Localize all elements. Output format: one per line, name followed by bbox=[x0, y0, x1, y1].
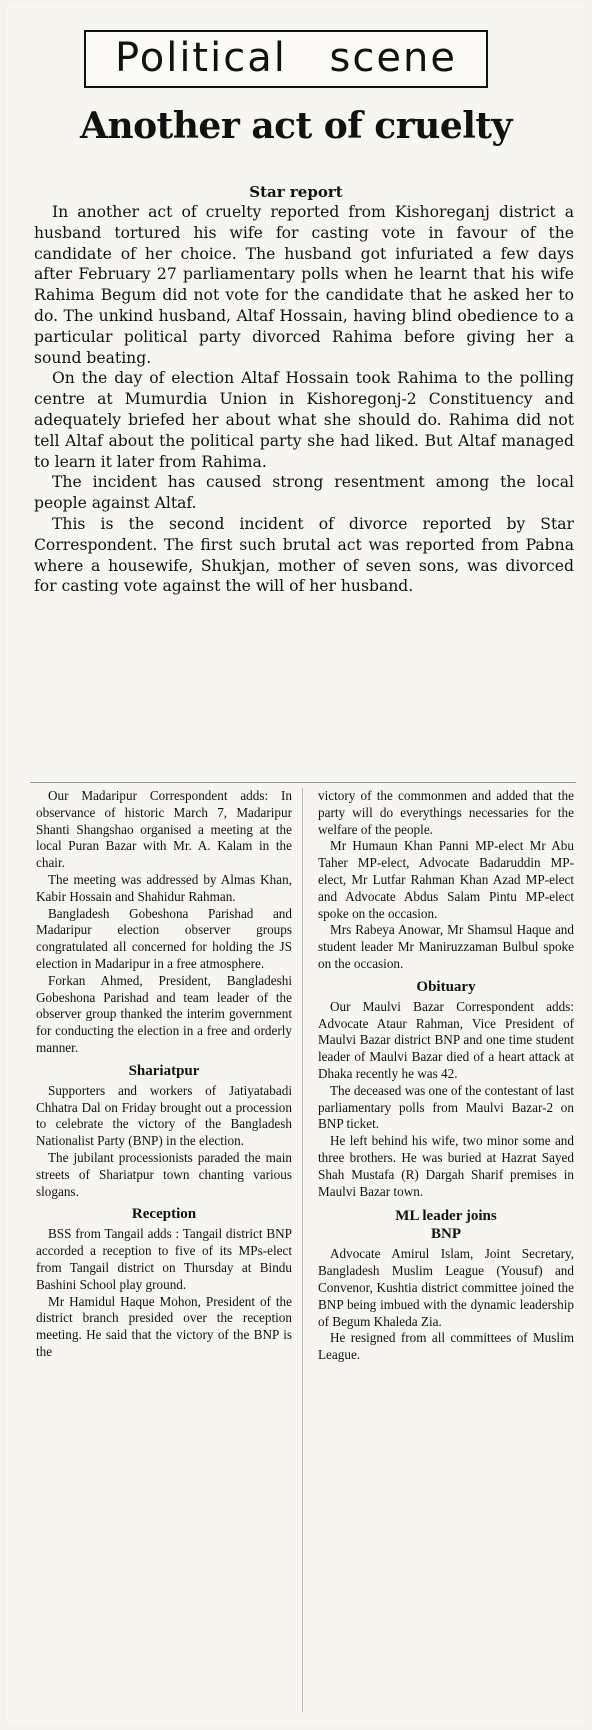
lead-paragraph: In another act of cruelty reported from Kishoreganj district a husband tortured his wife for casting vote in favour of the candidate of her choice. The husband got infuriated a few days after February 27 parliamentary polls when he learnt that his wife Rahima Begum did not vote for the candidate that he asked her to do. The unkind husband, Altaf Hossain, having blind obedience to a particular political party divorced Rahima before giving her a sound beating. bbox=[34, 203, 574, 367]
obituary-paragraph: He left behind his wife, two minor some and three brothers. He was buried at Hazrat Sayed Shah Mustafa (R) Dargah Sharif premises in Maulvi Bazar town. bbox=[318, 1133, 574, 1199]
shariatpur-paragraph: The jubilant processionists paraded the main streets of Shariatpur town chanting various slogans. bbox=[36, 1149, 292, 1199]
lead-article-body bbox=[34, 202, 574, 597]
section-title: Political scene bbox=[115, 35, 457, 81]
left-column bbox=[36, 788, 292, 1361]
reception-heading: Reception bbox=[131, 1206, 197, 1223]
obituary-paragraph: Our Maulvi Bazar Correspondent adds: Advocate Ataur Rahman, Vice President of Maulvi Bazar district BNP and one time student leader of Maulvi Bazar died of a heart attack at Dhaka recently he was 42. bbox=[318, 998, 574, 1081]
column-divider-vertical bbox=[302, 788, 303, 1712]
madaripur-paragraph: The meeting was addressed by Almas Khan, Kabir Hossain and Shahidur Rahman. bbox=[36, 871, 292, 904]
lead-paragraph: The incident has caused strong resentment among the local people against Altaf. bbox=[34, 473, 574, 513]
ml-heading-line2: BNP bbox=[431, 1226, 461, 1243]
ml-leader-paragraph: He resigned from all committees of Muslim League. bbox=[318, 1330, 574, 1363]
madaripur-paragraph: Forkan Ahmed, President, Bangladeshi Gobeshona Parishad and team leader of the observer group thanked the interim government for conducting the election in a free and orderly manner. bbox=[36, 972, 292, 1055]
obituary-heading: Obituary bbox=[416, 978, 476, 995]
speaker-paragraph: Mrs Rabeya Anowar, Mr Shamsul Haque and student leader Mr Maniruzzaman Bulbul spoke on the occasion. bbox=[318, 922, 574, 971]
ml-leader-paragraph: Advocate Amirul Islam, Joint Secretary, Bangladesh Muslim League (Yousuf) and Convenor, Kushtia district committee joined the BNP being imbued with the dynamic leadership of Begum Khaleda Zia. bbox=[318, 1246, 574, 1329]
lead-paragraph: On the day of election Altaf Hossain took Rahima to the polling centre at Mumurdia Union in Kishoregonj-2 Constituency and adequately briefed her about what she should do. Rahima did not tell Altaf about the political party she had liked. But Altaf managed to learn it later from Rahima. bbox=[34, 369, 574, 471]
section-banner bbox=[84, 30, 488, 88]
byline: Star report bbox=[249, 183, 343, 201]
shariatpur-paragraph: Supporters and workers of Jatiyatabadi Chhatra Dal on Friday brought out a procession to celebrate the victory of the Bangladesh Nationalist Party (BNP) in the election. bbox=[36, 1082, 292, 1149]
headline: Another act of cruelty bbox=[80, 105, 512, 147]
right-column bbox=[318, 788, 574, 1364]
madaripur-paragraph: Bangladesh Gobeshona Parishad and Madaripur election observer groups congratulated all concerned for holding the JS election in Madaripur in a free atmosphere. bbox=[36, 905, 292, 971]
shariatpur-heading: Shariatpur bbox=[128, 1062, 200, 1079]
obituary-paragraph: The deceased was one of the contestant of last parliamentary polls from Maulvi Bazar-2 on BNP ticket. bbox=[318, 1082, 574, 1132]
lead-paragraph: This is the second incident of divorce reported by Star Correspondent. The first such brutal act was reported from Pabna where a housewife, Shukjan, mother of seven sons, was divorced for casting vote against the will of her husband. bbox=[34, 514, 574, 596]
madaripur-paragraph: Our Madaripur Correspondent adds: In observance of historic March 7, Madaripur Shanti Shangshao organised a meeting at the local Puran Bazar with Mr. A. Kalam in the chair. bbox=[36, 788, 292, 871]
ml-heading-line1: ML leader joins bbox=[395, 1208, 497, 1225]
reception-paragraph: Mr Hamidul Haque Mohon, President of the district branch presided over the reception meeting. He said that the victory of the BNP is the bbox=[36, 1293, 292, 1359]
reception-continued-paragraph: victory of the commonmen and added that the party will do everythings necessaries for the welfare of the people. bbox=[318, 788, 574, 837]
ml-leader-heading bbox=[318, 1207, 574, 1243]
speaker-paragraph: Mr Humaun Khan Panni MP-elect Mr Abu Taher MP-elect, Advocate Badaruddin MP-elect, Mr Lutfar Rahman Khan Azad MP-elect and Advocate Abdus Salam Pintu MP-elect spoke on the occasion. bbox=[318, 838, 574, 921]
reception-paragraph: BSS from Tangail adds : Tangail district BNP accorded a reception to five of its MPs-elect from Tangail district on Thursday at Bindu Bashini School play ground. bbox=[36, 1226, 292, 1292]
column-divider-horizontal bbox=[30, 782, 576, 783]
